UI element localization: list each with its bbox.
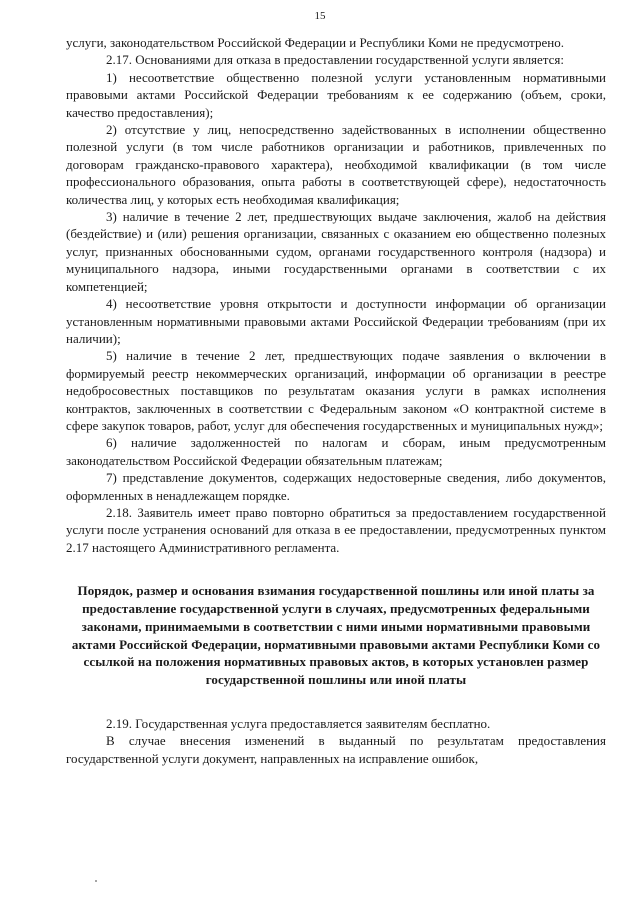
document-body [66, 34, 606, 767]
list-item-7: 7) представление документов, содержащих недостоверные сведения, либо документов, оформленных в ненадлежащем порядке. [66, 470, 606, 503]
list-item-1: 1) несоответствие общественно полезной услуги установленным нормативными правовыми актами Российской Федерации требованиям к ее содержанию (объем, сроки, качество предоставления); [66, 69, 606, 120]
scan-speck [95, 880, 97, 882]
list-item-2: 2) отсутствие у лиц, непосредственно задействованных в исполнении общественно полезной услуги (в том числе работников организации и работников, привлеченных по договорам гражданско-правового характера), необходимой квалификации (в том числе профессионального образования, опыта работы в соответствующей сфере), недостаточность количества лиц, у которых есть необходимая квалификация; [66, 122, 606, 207]
paragraph-2-18: 2.18. Заявитель имеет право повторно обратиться за предоставлением государственной услуги после устранения оснований для отказа в ее предоставлении, предусмотренных пунктом 2.17 настоящего Административного регламента. [66, 504, 606, 555]
paragraph: услуги, законодательством Российской Федерации и Республики Коми не предусмотрено. [66, 35, 564, 50]
paragraph-2-19: 2.19. Государственная услуга предоставляется заявителям бесплатно. [106, 715, 491, 731]
list-item-4: 4) несоответствие уровня открытости и доступности информации об организации установленным нормативными правовыми актами Российской Федерации требованиям (при их наличии); [66, 296, 606, 346]
paragraph-2-17: 2.17. Основаниями для отказа в предоставлении государственной услуги является: [106, 52, 565, 68]
list-item-6: 6) наличие задолженностей по налогам и сборам, иным предусмотренным законодательством Российской Федерации обязательным платежам; [66, 435, 606, 468]
paragraph: В случае внесения изменений в выданный по результатам предоставления государственной услуги документ, направленных на исправление ошибок, [66, 733, 606, 766]
section-heading: Порядок, размер и основания взимания государственной пошлины или иной платы за предоставление государственной услуги в случаях, предусмотренных федеральными законами, принимаемыми в соответствии с ними иными нормативными правовыми актами Российской Федерации, нормативными правовыми актами Республики Коми со ссылкой на положения нормативных правовых актов, в которых установлен размер государственной пошлины или иной платы [71, 583, 601, 688]
list-item-5: 5) наличие в течение 2 лет, предшествующих подаче заявления о включении в формируемый реестр некоммерческих организаций, информации об организации в реестре недобросовестных поставщиков по результатам оказания услуги в рамках исполнения контрактов, заключенных в соответствии с Федеральным законом «О контрактной системе в сфере закупок товаров, работ, услуг для обеспечения государственных и муниципальных нужд»; [66, 348, 606, 433]
list-item-3: 3) наличие в течение 2 лет, предшествующих выдаче заключения, жалоб на действия (бездействие) и (или) решения организации, связанных с оказанием ею общественно полезных услуг, признанных обоснованными судом, органами государственного контроля (надзора) и муниципального надзора, иными государственными органами в соответствии с их компетенцией; [66, 209, 606, 294]
page-number: 15 [314, 10, 326, 22]
